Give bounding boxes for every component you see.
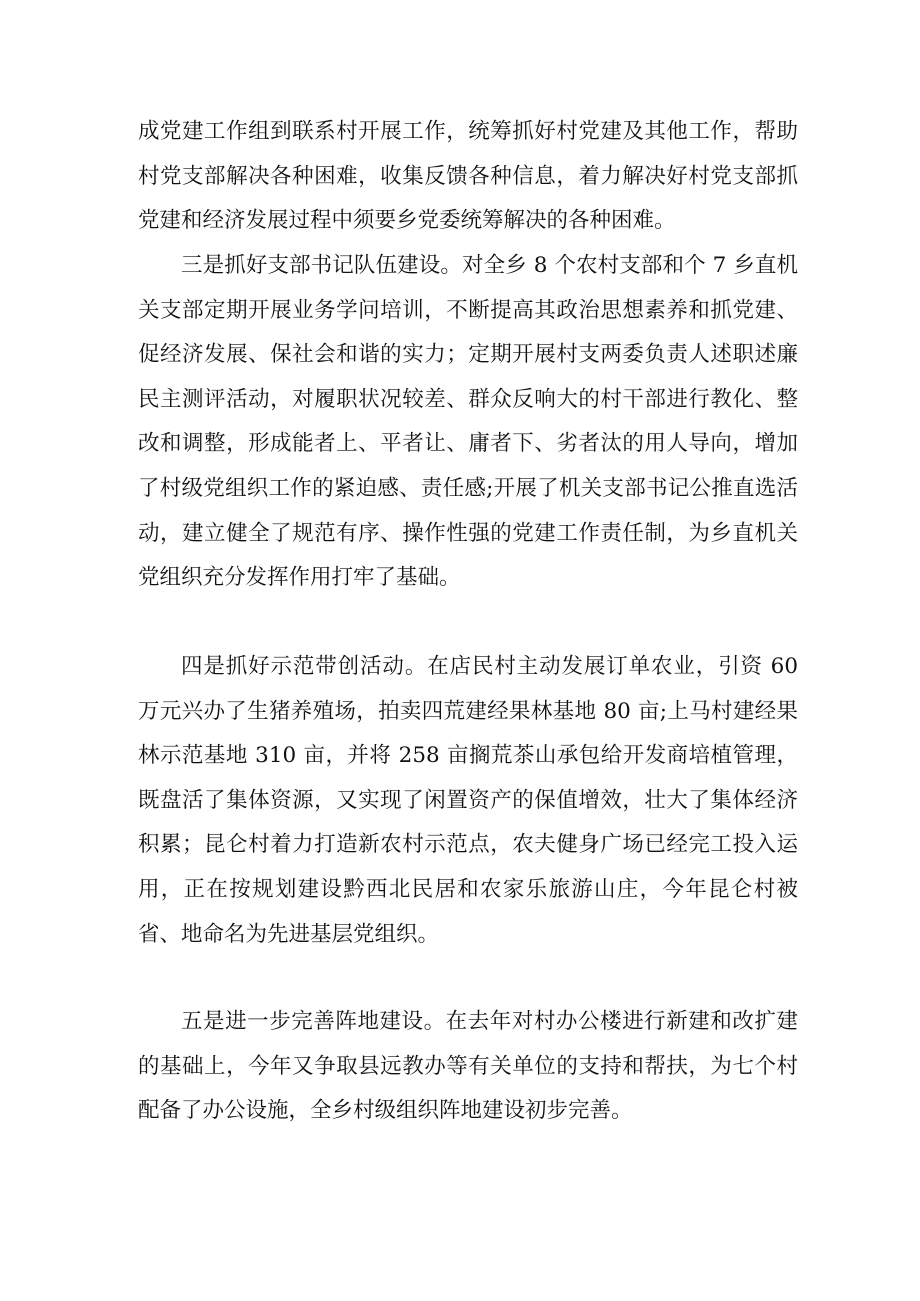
paragraph-continuation: 成党建工作组到联系村开展工作，统筹抓好村党建及其他工作，帮助村党支部解决各种困难，收集反馈各种信息，着力解决好村党支部抓党建和经济发展过程中须要乡党委统筹解决的各种困难。 <box>138 119 798 234</box>
paragraph-branch-secretary: 三是抓好支部书记队伍建设。对全乡 8 个农村支部和个 7 乡直机关支部定期开展业务学问培训，不断提高其政治思想素养和抓党建、促经济发展、保社会和谐的实力；定期开展村支两委负责人述职述廉民主测评活动，对履职状况较差、群众反响大的村干部进行教化、整改和调整，形成能者上、平者让、庸者下、劣者汰的用人导向，增加了村级党组织工作的紧迫感、责任感;开展了机关支部书记公推直选活动，建立健全了规范有序、操作性强的党建工作责任制，为乡直机关党组织充分发挥作用打牢了基础。 <box>138 253 798 591</box>
paragraph-demonstration: 四是抓好示范带创活动。在店民村主动发展订单农业，引资 60 万元兴办了生猪养殖场，拍卖四荒建经果林基地 80 亩;上马村建经果林示范基地 310 亩，并将 258 亩搁荒茶山承包给开发商培植管理，既盘活了集体资源，又实现了闲置资产的保值增效，壮大了集体经济积累；昆仑村着力打造新农村示范点，农夫健身广场已经完工投入运用，正在按规划建设黔西北民居和农家乐旅游山庄，今年昆仑村被省、地命名为先进基层党组织。 <box>138 654 798 947</box>
paragraph-position-building: 五是进一步完善阵地建设。在去年对村办公楼进行新建和改扩建的基础上，今年又争取县远教办等有关单位的支持和帮扶，为七个村配备了办公设施，全乡村级组织阵地建设初步完善。 <box>138 1009 798 1124</box>
